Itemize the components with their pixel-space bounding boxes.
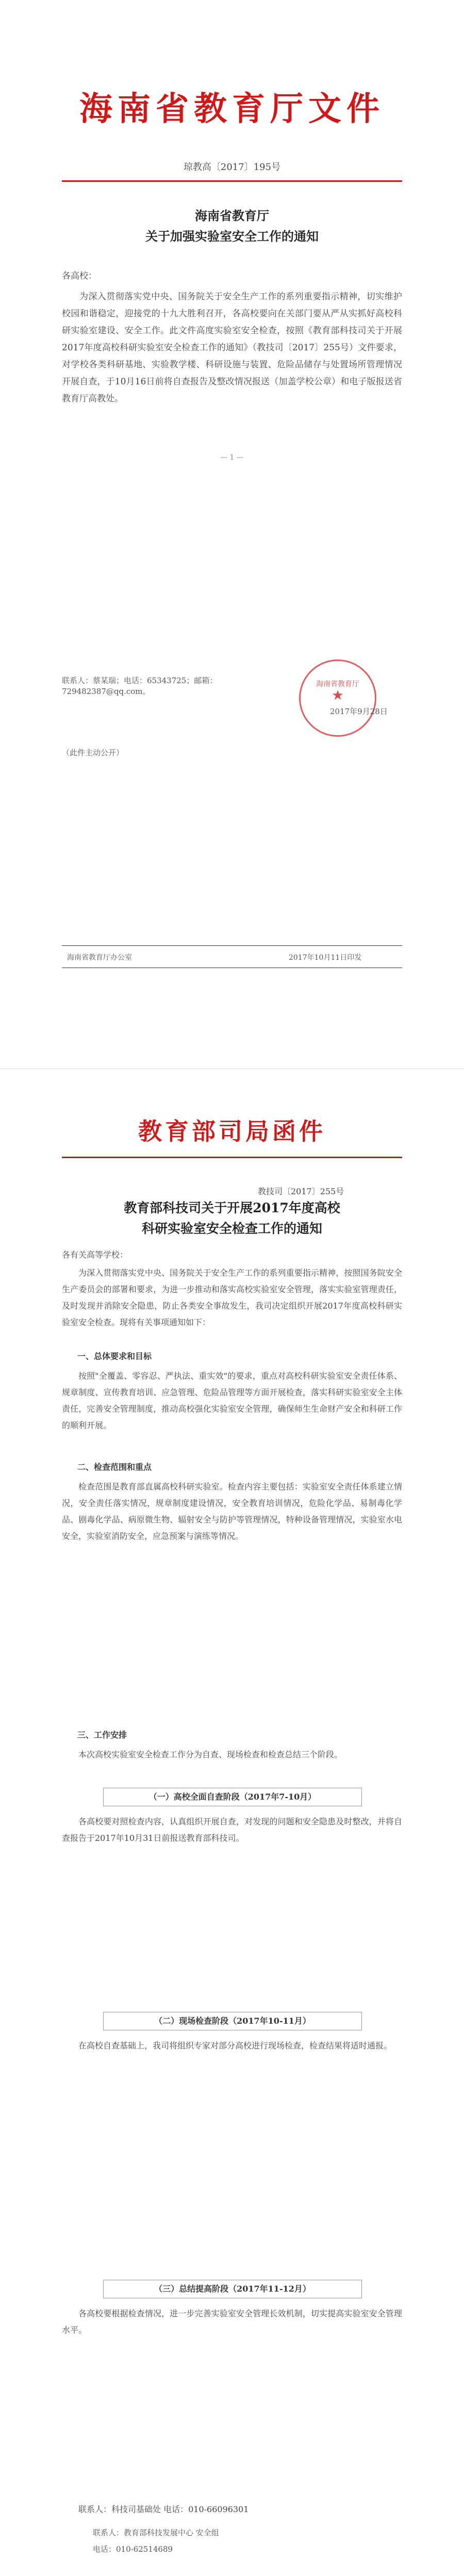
document-title (67, 1198, 397, 1239)
red-letterhead-title: 教育部司局函件 (138, 1117, 326, 1145)
phase-3-text: 各高校要根据检查情况，进一步完善实验室安全管理长效机制，切实提高实验室安全管理水平。 (62, 2309, 402, 2335)
phase-1-heading: （一）高校全面自查阶段（2017年7-10月） (103, 1788, 362, 1806)
footer-print-date: 2017年10月11日印发 (289, 954, 362, 962)
salutation: 各高校： (62, 271, 97, 281)
page-number: — 1 — (220, 453, 244, 462)
red-divider (62, 1157, 402, 1158)
section-2-heading: 二、检查范围和重点 (77, 1462, 152, 1472)
section-3-text: 本次高校实验室安全检查工作分为自查、现场检查和检查总结三个阶段。 (78, 1750, 343, 1759)
official-seal (299, 659, 376, 737)
seal-star-icon: ★ (332, 688, 344, 703)
phase-2-text: 在高校自查基础上，我司将组织专家对部分高校进行现场检查，检查结果将适时通报。 (78, 2041, 392, 2050)
closing-contact: 联系人：科技司基础处 电话：010-66096301 (78, 2504, 249, 2514)
publication-note: （此件主动公开） (62, 748, 124, 757)
issuer-line: 海南省教育厅 (195, 208, 269, 223)
phase-2-heading: （二）现场检查阶段（2017年10-11月） (103, 2012, 362, 2030)
seal-text: 海南省教育厅 (316, 680, 359, 688)
footer-office: 海南省教育厅办公室 (67, 954, 132, 962)
section-1-text: 按照"全覆盖、零容忍、严执法、重实效"的要求，重点对高校科研实验室安全责任体系、规章制度、宣传教育培训、应急管理、危险品管理等方面开展检查，落实科研实验室安全主体责任，完善安全管理制度，推动高校强化实验室安全管理，确保师生生命财产安全和科研工作的顺利开展。 (62, 1371, 402, 1430)
body-paragraph: 为深入贯彻落实党中央、国务院关于安全生产工作的系列重要指示精神，切实维护校园和谐稳定，迎接党的十九大胜利召开，各高校要向在关部门要从严从实抓好高校科研实验室建设、安全工作。此文件高度实验室安全检查，按照《教育部科技司关于开展2017年度高校科研实验室安全检查工作的通知》（教技司〔2017〕255号）文件要求，对学校各类科研基地、实验教学楼、科研设施与装置、危险品储存与处置场所管理情况开展自查，于10月16日前将自查报告及整改情况报送（加盖学校公章）和电子版报送省教育厅高教处。 (62, 292, 402, 404)
section-1-heading: 一、总体要求和目标 (77, 1351, 152, 1361)
contact-info: 联系人：蔡某瑞；电话：65343725；邮箱：729482387@qq.com。 (62, 676, 218, 696)
document-page-1 (0, 0, 464, 1069)
issue-date: 2017年9月28日 (330, 707, 388, 716)
contact-name: 联系人：教育部科技发展中心 安全组 (93, 2528, 219, 2537)
phase-3-heading: （三）总结提高阶段（2017年11-12月） (103, 2280, 362, 2298)
red-letterhead-title: 海南省教育厅文件 (79, 90, 385, 128)
red-divider (62, 180, 402, 182)
document-title: 关于加强实验室安全工作的通知 (145, 229, 319, 244)
document-page-2 (0, 1069, 464, 2576)
document-number: 琼教高〔2017〕195号 (183, 162, 281, 173)
salutation: 各有关高等学校： (62, 1250, 128, 1260)
section-2-text: 检查范围是教育部直属高校科研实验室。检查内容主要包括：实验室安全责任体系建立情况，安全责任落实情况，规章制度建设情况，安全教育培训情况，危险化学品、易制毒化学品、剧毒化学品、病原微生物、辐射安全与防护等管理情况，特种设备管理情况，实验室水电安全，实验室消防安全，应急预案与演练等情况。 (62, 1482, 402, 1541)
phase-1-text: 各高校要对照检查内容，认真组织开展自查，对发现的问题和安全隐患及时整改，并将自查报告于2017年10月31日前报送教育部科技司。 (62, 1817, 402, 1843)
title-line-1: 教育部科技司关于开展2017年度高校 (124, 1200, 340, 1215)
contact-phone: 电话：010-62514689 (93, 2545, 173, 2554)
section-3-heading: 三、工作安排 (77, 1730, 127, 1740)
footer-rule-top (62, 945, 402, 946)
document-number: 教技司〔2017〕255号 (258, 1187, 344, 1196)
title-line-2: 科研实验室安全检查工作的通知 (141, 1221, 322, 1236)
intro-paragraph: 为深入贯彻落实党中央、国务院关于安全生产工作的系列重要指示精神，按照国务院安全生产委员会的部署和要求，为进一步推动和落实高校实验室安全管理，落实实验室管理责任，及时发现并消除安全隐患，防止各类安全事故发生，我司决定组织开展2017年度高校科研实验室安全检查。现将有关事项通知如下： (62, 1268, 402, 1327)
